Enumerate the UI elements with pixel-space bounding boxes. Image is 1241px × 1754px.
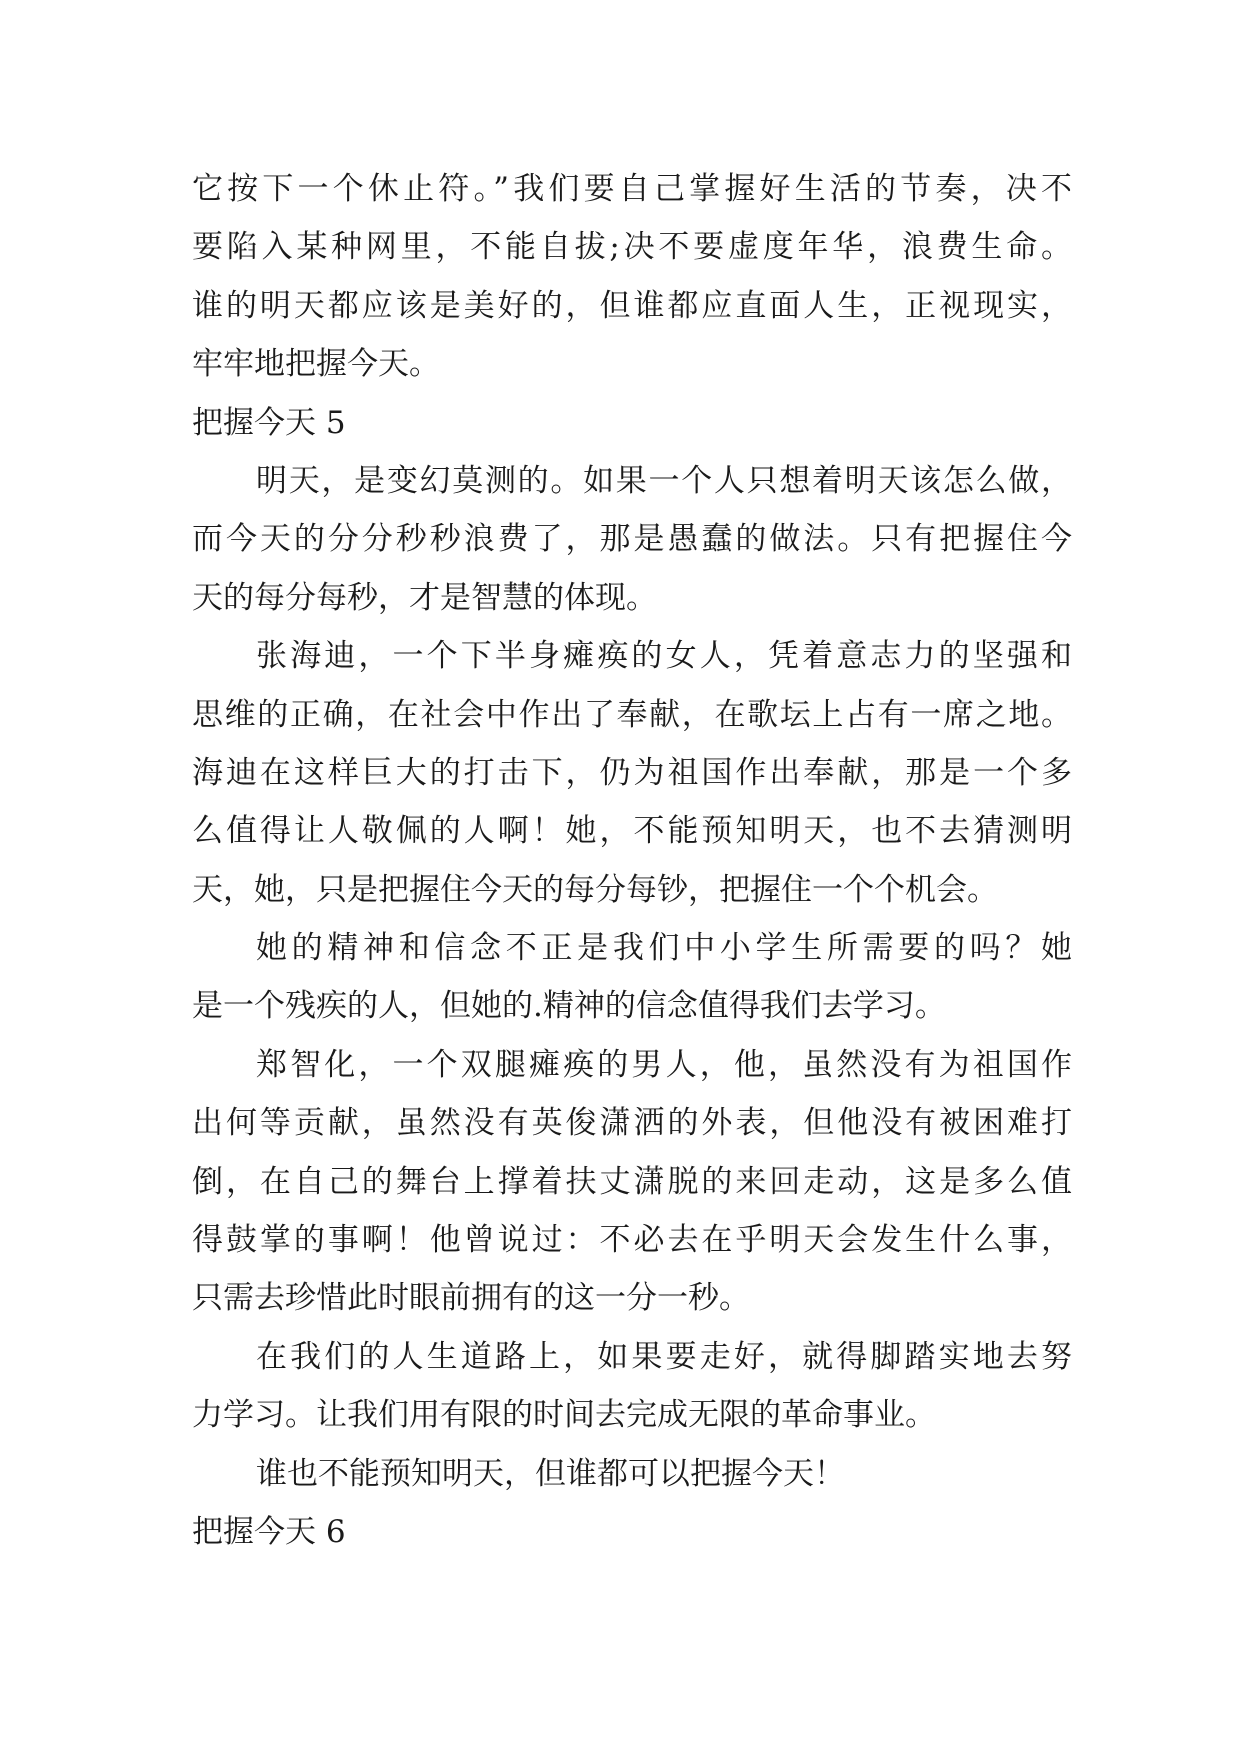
text-line: 得鼓掌的事啊！他曾说过：不必去在乎明天会发生什么事， <box>192 1222 1072 1259</box>
text-line: 只需去珍惜此时眼前拥有的这一分一秒。 <box>192 1280 750 1317</box>
text-line: 谁的明天都应该是美好的，但谁都应直面人生，正视现实， <box>192 287 1072 324</box>
text-line: 倒，在自己的舞台上撑着扶丈潇脱的来回走动，这是多么值 <box>192 1163 1072 1200</box>
text-line: 谁也不能预知明天，但谁都可以把握今天！ <box>256 1455 845 1492</box>
text-line: 她的精神和信念不正是我们中小学生所需要的吗？她 <box>256 930 1072 967</box>
document-body <box>192 160 1072 1561</box>
text-line: 牢牢地把握今天。 <box>192 346 440 383</box>
section-heading: 把握今天 5 <box>192 404 346 441</box>
text-line: 天的每分每秒，才是智慧的体现。 <box>192 579 657 616</box>
text-line: 海迪在这样巨大的打击下，仍为祖国作出奉献，那是一个多 <box>192 754 1072 791</box>
text-line: 力学习。让我们用有限的时间去完成无限的革命事业。 <box>192 1397 936 1434</box>
text-line: 思维的正确，在社会中作出了奉献，在歌坛上占有一席之地。 <box>192 696 1072 733</box>
paragraph <box>192 919 1072 1036</box>
text-line: 是一个残疾的人，但她的.精神的信念值得我们去学习。 <box>192 988 946 1025</box>
text-line: 在我们的人生道路上，如果要走好，就得脚踏实地去努 <box>256 1338 1072 1375</box>
paragraph <box>192 1445 1072 1503</box>
text-line: 郑智化，一个双腿瘫痪的男人，他，虽然没有为祖国作 <box>256 1046 1072 1083</box>
text-line: 天，她，只是把握住今天的每分每钞，把握住一个个机会。 <box>192 871 998 908</box>
paragraph <box>192 452 1072 627</box>
text-line: 它按下一个休止符。”我们要自己掌握好生活的节奏，决不 <box>192 171 1072 207</box>
paragraph <box>192 627 1072 919</box>
text-line: 出何等贡献，虽然没有英俊潇洒的外表，但他没有被困难打 <box>192 1105 1072 1142</box>
paragraph <box>192 1036 1072 1328</box>
text-line: 要陷入某种网里，不能自拔;决不要虚度年华，浪费生命。 <box>192 229 1072 266</box>
text-line: 而今天的分分秒秒浪费了，那是愚蠢的做法。只有把握住今 <box>192 521 1072 558</box>
paragraph <box>192 160 1072 394</box>
text-line: 么值得让人敬佩的人啊！她，不能预知明天，也不去猜测明 <box>192 813 1072 850</box>
text-line: 明天，是变幻莫测的。如果一个人只想着明天该怎么做， <box>256 462 1072 499</box>
text-line: 张海迪，一个下半身瘫痪的女人，凭着意志力的坚强和 <box>256 638 1072 675</box>
paragraph <box>192 1328 1072 1445</box>
section-heading: 把握今天 6 <box>192 1513 346 1550</box>
